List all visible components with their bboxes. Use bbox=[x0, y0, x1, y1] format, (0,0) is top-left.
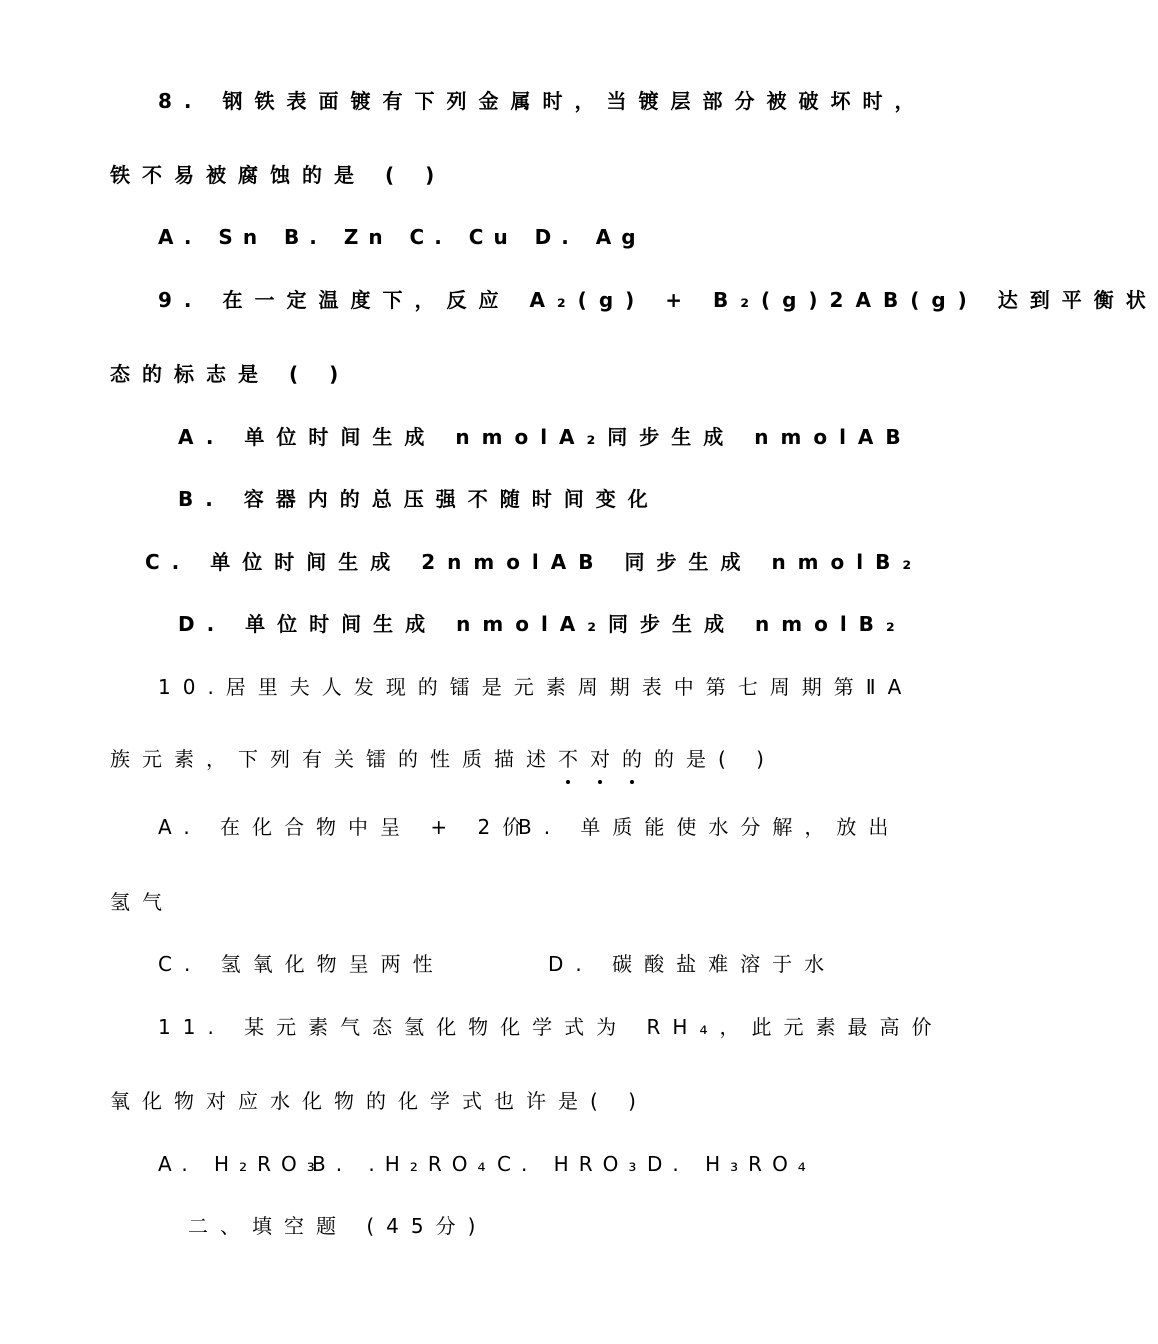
q10-option-c: C. 氢氧化物呈两性 bbox=[158, 952, 445, 976]
q10-line1: 10.居里夫人发现的镭是元素周期表中第七周期第ⅡA bbox=[158, 675, 914, 699]
q8-line2: 铁不易被腐蚀的是 ( ) bbox=[110, 163, 447, 187]
q11-option-b: B. .H₂RO₄ bbox=[312, 1152, 496, 1176]
emphasis-char-3: 的 bbox=[622, 747, 654, 771]
q9-line1: 9. 在一定温度下，反应 A₂(g) + B₂(g)2AB(g) 达到平衡状 bbox=[158, 288, 1158, 312]
q11-option-d: D. H₃RO₄ bbox=[647, 1152, 816, 1176]
q10-line2 bbox=[110, 746, 776, 772]
q10-option-b-cont: 氢气 bbox=[110, 890, 174, 914]
q10-option-a: A. 在化合物中呈 + 2价 bbox=[158, 815, 535, 839]
q9-line2: 态的标志是 ( ) bbox=[110, 362, 351, 386]
q11-line1: 11. 某元素气态氢化物化学式为 RH₄，此元素最高价 bbox=[158, 1015, 944, 1039]
emphasis-char-2: 对 bbox=[590, 747, 622, 771]
q10-line2-pre: 族元素，下列有关镭的性质描述 bbox=[110, 747, 558, 771]
q10-option-b: B. 单质能使水分解，放出 bbox=[518, 815, 901, 839]
q9-option-a: A. 单位时间生成 nmolA₂同步生成 nmolAB bbox=[178, 425, 913, 449]
q9-option-b: B. 容器内的总压强不随时间变化 bbox=[178, 487, 660, 511]
q10-option-d: D. 碳酸盐难溶于水 bbox=[548, 952, 837, 976]
emphasis-char-1: 不 bbox=[558, 747, 590, 771]
q9-option-d: D. 单位时间生成 nmolA₂同步生成 nmolB₂ bbox=[178, 612, 907, 636]
q8-options: A. Sn B. Zn C. Cu D. Ag bbox=[158, 225, 646, 249]
q8-line1: 8. 钢铁表面镀有下列金属时，当镀层部分被破坏时， bbox=[158, 89, 927, 113]
q11-option-c: C. HRO₃ bbox=[497, 1152, 647, 1176]
q11-line2: 氧化物对应水化物的化学式也许是( ) bbox=[110, 1089, 648, 1113]
q11-option-a: A. H₂RO₃ bbox=[158, 1152, 325, 1176]
q9-option-c: C. 单位时间生成 2nmolAB 同步生成 nmolB₂ bbox=[145, 550, 924, 574]
section-title: 二、填空题 (45分) bbox=[188, 1214, 488, 1238]
q10-line2-post: 的是( ) bbox=[654, 747, 776, 771]
